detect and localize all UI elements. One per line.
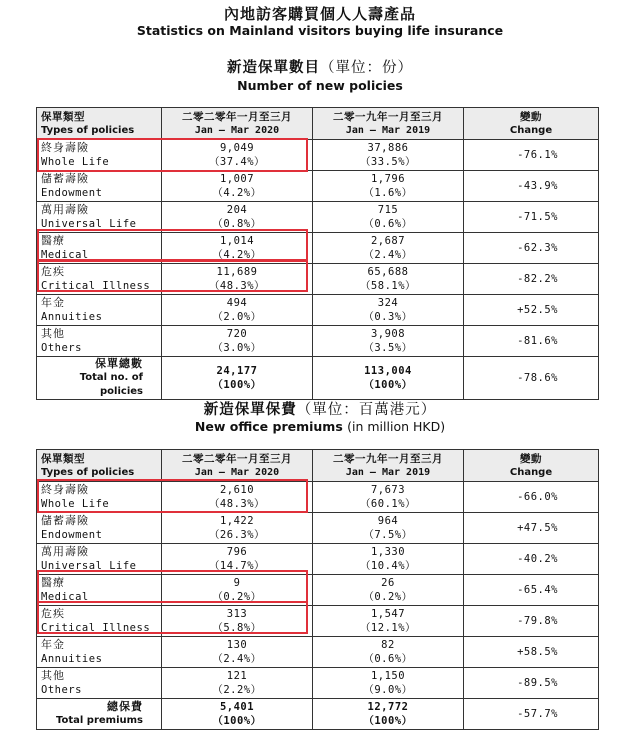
cur-value: 9 [233, 577, 241, 589]
policies-title-zh [0, 56, 640, 77]
chg-cell [464, 140, 599, 171]
cur-cell [162, 482, 313, 513]
chg-value: -40.2% [517, 553, 558, 565]
prev-cell [313, 544, 464, 575]
header-cur-cell [162, 108, 313, 140]
total-prev-share: （100%） [363, 379, 413, 391]
chg-cell [464, 575, 599, 606]
cur-share: （48.3%） [208, 498, 266, 510]
total-prev-value: 113,004 [364, 365, 412, 377]
prev-cell [313, 482, 464, 513]
cur-cell [162, 326, 313, 357]
table-row [37, 606, 599, 637]
total-cur-cell [162, 699, 313, 730]
type-zh: 萬用壽險 [41, 545, 89, 558]
type-zh: 終身壽險 [41, 483, 89, 496]
cur-cell [162, 544, 313, 575]
cur-share: （2.2%） [212, 684, 262, 696]
type-cell [37, 295, 162, 326]
prev-cell [313, 668, 464, 699]
type-en: Universal Life [41, 560, 137, 572]
total-cur-value: 5,401 [219, 701, 255, 713]
table-row [37, 140, 599, 171]
type-cell [37, 575, 162, 606]
header-cur-en: Jan – Mar 2020 [194, 466, 280, 478]
header-cur-cell [162, 450, 313, 482]
prev-cell [313, 202, 464, 233]
cur-share: （37.4%） [208, 156, 266, 168]
cur-value: 1,014 [219, 235, 255, 247]
prev-cell [313, 140, 464, 171]
header-prev-cell [313, 108, 464, 140]
header-prev-cell [313, 450, 464, 482]
chg-cell [464, 606, 599, 637]
type-zh: 危疾 [41, 607, 65, 620]
chg-cell [464, 637, 599, 668]
total-en: Total premiums [55, 715, 143, 726]
type-en: Critical Illness [41, 280, 151, 292]
prev-share: （0.3%） [363, 311, 413, 323]
type-cell [37, 171, 162, 202]
header-type-zh: 保單類型 [41, 452, 85, 465]
total-label-cell [37, 357, 162, 400]
table-row [37, 544, 599, 575]
policies-title-zh-text: 新造保單數目 [227, 60, 320, 76]
total-row [37, 357, 599, 400]
cur-cell [162, 575, 313, 606]
prev-cell [313, 233, 464, 264]
type-cell [37, 140, 162, 171]
prev-value: 26 [381, 577, 395, 589]
cur-cell [162, 264, 313, 295]
prev-cell [313, 295, 464, 326]
chg-value: -76.1% [517, 149, 558, 161]
premiums-title-en-text: New office premiums [194, 419, 343, 434]
prev-value: 1,150 [370, 670, 406, 682]
prev-value: 1,330 [370, 546, 406, 558]
header-type-zh: 保單類型 [41, 110, 85, 123]
prev-value: 3,908 [370, 328, 406, 340]
total-prev-cell [313, 357, 464, 400]
total-chg-cell [464, 357, 599, 400]
prev-value: 715 [377, 204, 399, 216]
cur-value: 121 [226, 670, 248, 682]
cur-value: 720 [226, 328, 248, 340]
total-zh: 總保費 [107, 700, 143, 713]
type-zh: 年金 [41, 638, 65, 651]
type-zh: 醫療 [41, 576, 65, 589]
cur-value: 9,049 [219, 142, 255, 154]
total-chg-value: -57.7% [517, 708, 558, 720]
cur-cell [162, 202, 313, 233]
cur-share: （2.4%） [212, 653, 262, 665]
type-en: Others [41, 684, 82, 696]
chg-value: -79.8% [517, 615, 558, 627]
prev-cell [313, 326, 464, 357]
cur-share: （2.0%） [212, 311, 262, 323]
cur-share: （48.3%） [208, 280, 266, 292]
total-row [37, 699, 599, 730]
policies-unit-zh: （單位：份） [320, 60, 413, 76]
cur-cell [162, 637, 313, 668]
type-zh: 儲蓄壽險 [41, 172, 89, 185]
table-row [37, 233, 599, 264]
total-cur-share: （100%） [212, 715, 262, 727]
chg-value: -66.0% [517, 491, 558, 503]
table-row [37, 668, 599, 699]
type-cell [37, 326, 162, 357]
table-row [37, 171, 599, 202]
table-row [37, 637, 599, 668]
chg-value: -62.3% [517, 242, 558, 254]
chg-value: +47.5% [517, 522, 558, 534]
prev-value: 7,673 [370, 484, 406, 496]
type-en: Critical Illness [41, 622, 151, 634]
prev-cell [313, 637, 464, 668]
chg-value: -71.5% [517, 211, 558, 223]
type-zh: 醫療 [41, 234, 65, 247]
prev-share: （60.1%） [359, 498, 417, 510]
header-type-en: Types of policies [41, 124, 135, 136]
cur-share: （4.2%） [212, 249, 262, 261]
chg-cell [464, 264, 599, 295]
total-label-cell [37, 699, 162, 730]
total-chg-cell [464, 699, 599, 730]
page-title-zh: 內地訪客購買個人人壽產品 [223, 5, 416, 23]
cur-value: 796 [226, 546, 248, 558]
table-row [37, 202, 599, 233]
prev-value: 65,688 [367, 266, 409, 278]
type-zh: 其他 [41, 669, 65, 682]
header-chg-cell [464, 108, 599, 140]
header-prev-zh: 二零一九年一月至三月 [333, 452, 443, 465]
header-cur-zh: 二零二零年一月至三月 [182, 452, 292, 465]
prev-value: 37,886 [367, 142, 409, 154]
header-cur-zh: 二零二零年一月至三月 [182, 110, 292, 123]
cur-value: 2,610 [219, 484, 255, 496]
table-header-row [37, 450, 599, 482]
type-cell [37, 637, 162, 668]
cur-share: （0.2%） [212, 591, 262, 603]
header-prev-en: Jan – Mar 2019 [345, 466, 431, 478]
type-zh: 儲蓄壽險 [41, 514, 89, 527]
total-cur-value: 24,177 [216, 365, 258, 377]
prev-share: （9.0%） [363, 684, 413, 696]
type-en: Endowment [41, 187, 103, 199]
cur-share: （3.0%） [212, 342, 262, 354]
cur-share: （0.8%） [212, 218, 262, 230]
policies-title-en: Number of new policies [237, 78, 403, 93]
prev-share: （58.1%） [359, 280, 417, 292]
prev-value: 964 [377, 515, 399, 527]
cur-value: 204 [226, 204, 248, 216]
type-zh: 萬用壽險 [41, 203, 89, 216]
cur-share: （26.3%） [208, 529, 266, 541]
page-title-en: Statistics on Mainland visitors buying life insurance [136, 23, 504, 38]
cur-value: 11,689 [216, 266, 258, 278]
prev-value: 1,796 [370, 173, 406, 185]
premiums-title-zh [0, 398, 640, 419]
chg-value: -81.6% [517, 335, 558, 347]
type-en: Annuities [41, 311, 103, 323]
type-zh: 危疾 [41, 265, 65, 278]
prev-share: （3.5%） [363, 342, 413, 354]
prev-cell [313, 606, 464, 637]
chg-cell [464, 326, 599, 357]
header-prev-zh: 二零一九年一月至三月 [333, 110, 443, 123]
prev-cell [313, 513, 464, 544]
type-en: Universal Life [41, 218, 137, 230]
chg-cell [464, 544, 599, 575]
total-chg-value: -78.6% [517, 372, 558, 384]
table-row [37, 575, 599, 606]
cur-value: 1,007 [219, 173, 255, 185]
premiums-unit-en: (in million HKD) [347, 419, 446, 434]
prev-share: （33.5%） [359, 156, 417, 168]
prev-value: 82 [381, 639, 395, 651]
prev-value: 2,687 [370, 235, 406, 247]
total-cur-share: （100%） [212, 379, 262, 391]
table-row [37, 295, 599, 326]
policies-table [36, 107, 599, 400]
cur-cell [162, 668, 313, 699]
premiums-title-zh-text: 新造保單保費 [203, 402, 297, 418]
type-en: Whole Life [41, 156, 110, 168]
type-en: Endowment [41, 529, 103, 541]
cur-share: （5.8%） [212, 622, 262, 634]
chg-cell [464, 295, 599, 326]
prev-share: （0.6%） [363, 653, 413, 665]
prev-share: （0.6%） [363, 218, 413, 230]
prev-cell [313, 264, 464, 295]
type-en: Medical [41, 249, 89, 261]
prev-share: （2.4%） [363, 249, 413, 261]
cur-cell [162, 140, 313, 171]
cur-cell [162, 233, 313, 264]
type-cell [37, 264, 162, 295]
header-chg-cell [464, 450, 599, 482]
type-cell [37, 202, 162, 233]
type-zh: 終身壽險 [41, 141, 89, 154]
total-en: Total no. of policies [79, 372, 143, 397]
cur-value: 313 [226, 608, 248, 620]
header-type-cell [37, 108, 162, 140]
chg-value: +58.5% [517, 646, 558, 658]
table-row [37, 482, 599, 513]
header-chg-zh: 變動 [520, 110, 542, 123]
header-chg-zh: 變動 [520, 452, 542, 465]
total-prev-cell [313, 699, 464, 730]
chg-cell [464, 482, 599, 513]
prev-share: （10.4%） [359, 560, 417, 572]
chg-value: -65.4% [517, 584, 558, 596]
cur-cell [162, 171, 313, 202]
type-en: Others [41, 342, 82, 354]
prev-value: 1,547 [370, 608, 406, 620]
cur-cell [162, 606, 313, 637]
chg-value: -82.2% [517, 273, 558, 285]
chg-cell [464, 202, 599, 233]
prev-share: （7.5%） [363, 529, 413, 541]
chg-cell [464, 233, 599, 264]
type-zh: 其他 [41, 327, 65, 340]
type-cell [37, 482, 162, 513]
prev-cell [313, 171, 464, 202]
table-row [37, 264, 599, 295]
chg-value: +52.5% [517, 304, 558, 316]
cur-cell [162, 513, 313, 544]
type-cell [37, 513, 162, 544]
chg-cell [464, 513, 599, 544]
type-cell [37, 668, 162, 699]
type-cell [37, 544, 162, 575]
header-type-cell [37, 450, 162, 482]
premiums-unit-zh: （單位：百萬港元） [296, 402, 437, 418]
cur-share: （14.7%） [208, 560, 266, 572]
header-prev-en: Jan – Mar 2019 [345, 124, 431, 136]
cur-value: 494 [226, 297, 248, 309]
chg-cell [464, 171, 599, 202]
prev-cell [313, 575, 464, 606]
type-cell [37, 233, 162, 264]
table-row [37, 513, 599, 544]
total-cur-cell [162, 357, 313, 400]
cur-value: 1,422 [219, 515, 255, 527]
prev-share: （0.2%） [363, 591, 413, 603]
prev-value: 324 [377, 297, 399, 309]
type-en: Annuities [41, 653, 103, 665]
type-cell [37, 606, 162, 637]
type-en: Medical [41, 591, 89, 603]
total-prev-share: （100%） [363, 715, 413, 727]
prev-share: （1.6%） [363, 187, 413, 199]
cur-value: 130 [226, 639, 248, 651]
chg-cell [464, 668, 599, 699]
total-zh: 保單總數 [95, 357, 143, 370]
premiums-title-en [0, 419, 640, 434]
premiums-table [36, 449, 599, 730]
type-zh: 年金 [41, 296, 65, 309]
prev-share: （12.1%） [359, 622, 417, 634]
header-chg-en: Change [509, 124, 553, 136]
header-cur-en: Jan – Mar 2020 [194, 124, 280, 136]
type-en: Whole Life [41, 498, 110, 510]
chg-value: -43.9% [517, 180, 558, 192]
total-prev-value: 12,772 [367, 701, 409, 713]
cur-cell [162, 295, 313, 326]
header-type-en: Types of policies [41, 466, 135, 478]
chg-value: -89.5% [517, 677, 558, 689]
table-header-row [37, 108, 599, 140]
cur-share: （4.2%） [212, 187, 262, 199]
table-row [37, 326, 599, 357]
header-chg-en: Change [509, 466, 553, 478]
